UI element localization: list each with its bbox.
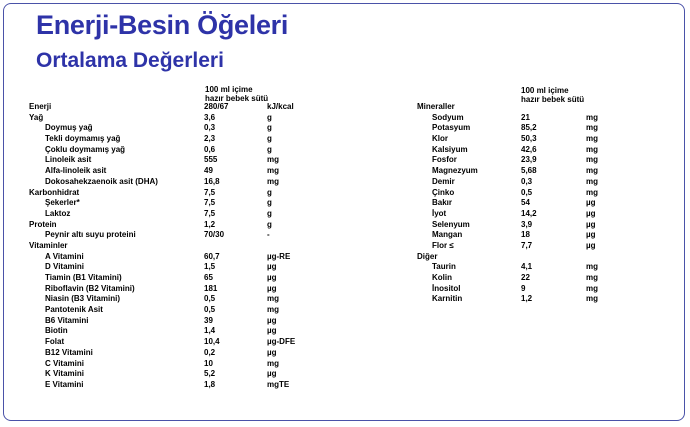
nutrient-unit: mg — [586, 187, 598, 197]
table-row — [417, 220, 647, 231]
nutrient-value: 1,2 — [204, 219, 216, 229]
nutrient-label: Potasyum — [432, 123, 471, 133]
nutrient-label: Çinko — [432, 187, 455, 197]
nutrient-value: 1,5 — [204, 262, 216, 272]
nutrient-unit: mg — [586, 176, 598, 186]
nutrient-unit: g — [267, 112, 272, 122]
table-row — [417, 188, 647, 199]
nutrient-value: 85,2 — [521, 123, 537, 133]
table-row — [417, 166, 647, 177]
table-row — [29, 252, 329, 263]
nutrient-value: 7,7 — [521, 240, 533, 250]
table-row — [29, 198, 329, 209]
table-row — [29, 155, 329, 166]
table-row — [417, 241, 647, 252]
table-row — [29, 380, 329, 391]
nutrient-label: Şekerler* — [45, 198, 80, 208]
nutrient-value: 0,5 — [204, 294, 216, 304]
nutrient-value: 5,2 — [204, 369, 216, 379]
nutrient-unit: mg — [586, 273, 598, 282]
nutrient-value: 0,3 — [521, 176, 533, 186]
left-column-header — [205, 85, 315, 103]
nutrient-value: 1,4 — [204, 326, 216, 336]
nutrient-value: 0,3 — [204, 123, 216, 133]
table-row — [417, 198, 647, 209]
table-row — [417, 123, 647, 134]
nutrient-value: 0,6 — [204, 144, 216, 154]
nutrient-value: 7,5 — [204, 208, 216, 218]
nutrient-unit: - — [267, 230, 270, 240]
table-row — [29, 230, 329, 241]
nutrient-label: B12 Vitamini — [45, 347, 93, 357]
table-row — [417, 284, 647, 295]
table-row — [29, 337, 329, 348]
table-row — [29, 166, 329, 177]
table-row — [29, 326, 329, 337]
nutrient-label: Linoleik asit — [45, 155, 92, 165]
left-nutrient-table — [29, 102, 329, 391]
nutrient-label: Kalsiyum — [432, 144, 468, 154]
nutrient-label: Pantotenik Asit — [45, 305, 103, 315]
nutrient-label: Magnezyum — [432, 166, 478, 176]
table-row — [29, 369, 329, 380]
nutrient-label: Dokosahekzaenoik asit (DHA) — [45, 176, 158, 186]
nutrient-label: D Vitamini — [45, 262, 84, 272]
right-nutrient-table — [417, 102, 647, 305]
nutrient-label: C Vitamini — [45, 358, 84, 368]
nutrient-unit: mg — [586, 112, 598, 122]
nutrient-unit: mgTE — [267, 379, 290, 389]
nutrient-unit: µg — [586, 240, 596, 250]
nutrient-unit: mg — [586, 166, 598, 176]
table-row — [29, 305, 329, 316]
table-row — [29, 145, 329, 156]
nutrient-unit: mg — [586, 134, 598, 144]
nutrient-unit: g — [267, 198, 272, 208]
nutrient-unit: µg — [267, 326, 277, 336]
nutrient-unit: µg — [267, 369, 277, 379]
nutrient-value: 65 — [204, 273, 213, 282]
nutrient-label: E Vitamini — [45, 379, 84, 389]
nutrient-unit: µg — [267, 283, 277, 293]
nutrient-label: Mangan — [432, 230, 463, 240]
table-row — [29, 284, 329, 295]
table-row — [29, 316, 329, 327]
nutrient-unit: mg — [586, 123, 598, 133]
nutrient-label: A Vitamini — [45, 251, 84, 261]
nutrient-label: Laktoz — [45, 208, 71, 218]
nutrient-label: Sodyum — [432, 112, 464, 122]
nutrient-value: 42,6 — [521, 144, 537, 154]
nutrient-label: Demir — [432, 176, 455, 186]
nutrient-unit: kJ/kcal — [267, 102, 294, 111]
nutrient-label: Tiamin (B1 Vitamini) — [45, 273, 122, 282]
page-subtitle: Ortalama Değerleri — [36, 49, 224, 72]
table-row — [29, 102, 329, 113]
nutrient-value: 49 — [204, 166, 213, 176]
nutrient-value: 0,2 — [204, 347, 216, 357]
nutrient-label: Flor ≤ — [432, 240, 454, 250]
nutrient-label: Yağ — [29, 112, 44, 122]
table-row — [29, 123, 329, 134]
nutrient-value: 60,7 — [204, 251, 220, 261]
nutrient-unit: µg-DFE — [267, 337, 296, 347]
nutrient-label: Çoklu doymamış yağ — [45, 144, 126, 154]
nutrient-label: Folat — [45, 337, 65, 347]
nutrient-unit: µg — [267, 273, 277, 282]
table-row — [417, 294, 647, 305]
nutrient-value: 16,8 — [204, 176, 220, 186]
nutrient-value: 7,5 — [204, 187, 216, 197]
nutrient-value: 555 — [204, 155, 218, 165]
nutrient-label: Peynir altı suyu proteini — [45, 230, 136, 240]
nutrient-value: 3,9 — [521, 219, 533, 229]
table-row — [417, 113, 647, 124]
nutrient-unit: µg — [267, 262, 277, 272]
nutrient-unit: g — [267, 208, 272, 218]
table-row — [417, 145, 647, 156]
nutrient-unit: g — [267, 219, 272, 229]
nutrient-unit: mg — [586, 262, 598, 272]
nutrient-label: Taurin — [432, 262, 456, 272]
table-row — [29, 177, 329, 188]
nutrient-unit: mg — [267, 166, 279, 176]
nutrient-unit: mg — [586, 144, 598, 154]
nutrient-value: 7,5 — [204, 198, 216, 208]
nutrient-label: İnositol — [432, 283, 461, 293]
table-row — [417, 177, 647, 188]
nutrient-unit: µg — [267, 347, 277, 357]
table-row — [29, 294, 329, 305]
nutrient-value: 2,3 — [204, 134, 216, 144]
nutrient-label: İyot — [432, 208, 447, 218]
nutrient-label: Karbonhidrat — [29, 187, 80, 197]
nutrient-label: B6 Vitamini — [45, 315, 89, 325]
nutrient-unit: µg-RE — [267, 251, 291, 261]
table-row — [417, 134, 647, 145]
nutrient-label: Biotin — [45, 326, 68, 336]
nutrient-value: 0,5 — [521, 187, 533, 197]
nutrient-unit: mg — [586, 283, 598, 293]
nutrient-unit: mg — [267, 305, 279, 315]
nutrient-value: 1,8 — [204, 379, 216, 389]
nutrient-unit: µg — [586, 230, 596, 240]
table-row — [29, 359, 329, 370]
table-row — [29, 134, 329, 145]
table-row — [29, 113, 329, 124]
nutrient-value: 181 — [204, 283, 218, 293]
nutrient-label: Enerji — [29, 102, 52, 111]
nutrient-label: Vitaminler — [29, 240, 68, 250]
nutrient-value: 14,2 — [521, 208, 537, 218]
nutrient-label: Doymuş yağ — [45, 123, 93, 133]
table-row — [417, 230, 647, 241]
nutrient-unit: mg — [267, 294, 279, 304]
nutrient-value: 3,6 — [204, 112, 216, 122]
nutrient-value: 39 — [204, 315, 213, 325]
table-row — [29, 188, 329, 199]
nutrient-value: 10 — [204, 358, 213, 368]
table-row — [417, 252, 647, 263]
right-header-line2: hazır bebek sütü — [521, 95, 585, 104]
table-row — [29, 273, 329, 284]
nutrient-value: 54 — [521, 198, 530, 208]
nutrient-value: 21 — [521, 112, 530, 122]
table-row — [417, 273, 647, 284]
nutrient-unit: g — [267, 123, 272, 133]
nutrient-label: K Vitamini — [45, 369, 84, 379]
table-row — [417, 102, 647, 113]
nutrient-unit: mg — [267, 155, 279, 165]
page-title: Enerji-Besin Öğeleri — [36, 10, 289, 40]
nutrient-label: Selenyum — [432, 219, 470, 229]
left-header-line1: 100 ml içime — [205, 85, 253, 94]
nutrient-label: Fosfor — [432, 155, 457, 165]
nutrient-unit: µg — [267, 315, 277, 325]
nutrient-unit: µg — [586, 208, 596, 218]
nutrient-value: 18 — [521, 230, 530, 240]
nutrient-label: Alfa-linoleik asit — [45, 166, 107, 176]
table-row — [29, 220, 329, 231]
nutrient-label: Niasin (B3 Vitamini) — [45, 294, 120, 304]
nutrient-unit: mg — [586, 294, 598, 304]
nutrient-value: 280/67 — [204, 102, 229, 111]
nutrient-value: 50,3 — [521, 134, 537, 144]
table-row — [417, 155, 647, 166]
nutrient-label: Tekli doymamış yağ — [45, 134, 121, 144]
nutrient-value: 0,5 — [204, 305, 216, 315]
table-row — [29, 241, 329, 252]
table-row — [417, 262, 647, 273]
nutrient-value: 23,9 — [521, 155, 537, 165]
table-row — [29, 348, 329, 359]
nutrient-value: 9 — [521, 283, 526, 293]
nutrient-unit: µg — [586, 198, 596, 208]
nutrient-value: 5,68 — [521, 166, 537, 176]
left-header-line2: hazır bebek sütü — [205, 94, 269, 103]
nutrient-unit: mg — [267, 358, 279, 368]
nutrient-unit: mg — [267, 176, 279, 186]
nutrient-label: Karnitin — [432, 294, 463, 304]
nutrient-label: Riboflavin (B2 Vitamini) — [45, 283, 135, 293]
nutrient-unit: g — [267, 187, 272, 197]
nutrient-unit: mg — [586, 155, 598, 165]
table-row — [29, 209, 329, 220]
nutrient-value: 1,2 — [521, 294, 533, 304]
table-row — [29, 262, 329, 273]
nutrient-label: Diğer — [417, 251, 438, 261]
nutrient-label: Klor — [432, 134, 448, 144]
nutrient-label: Mineraller — [417, 102, 455, 111]
nutrient-label: Kolin — [432, 273, 452, 282]
nutrient-value: 10,4 — [204, 337, 220, 347]
nutrient-value: 4,1 — [521, 262, 533, 272]
nutrient-unit: g — [267, 144, 272, 154]
nutrient-value: 22 — [521, 273, 530, 282]
right-header-line1: 100 ml içime — [521, 86, 569, 95]
nutrient-label: Protein — [29, 219, 57, 229]
nutrient-unit: µg — [586, 219, 596, 229]
nutrient-label: Bakır — [432, 198, 453, 208]
nutrient-unit: g — [267, 134, 272, 144]
table-row — [417, 209, 647, 220]
nutrient-value: 70/30 — [204, 230, 225, 240]
